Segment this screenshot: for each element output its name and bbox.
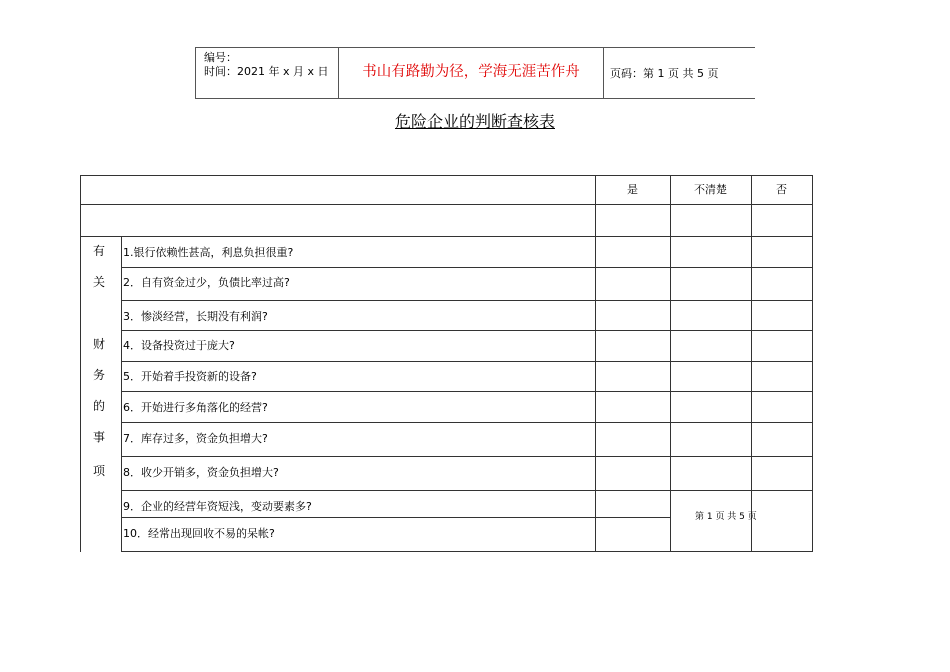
category-char: 务: [92, 368, 105, 382]
header-page-cell: [603, 48, 755, 98]
motto: 书山有路勤为径，学海无涯苦作舟: [362, 64, 580, 80]
table-row-line: [121, 300, 813, 301]
table-row-line: [80, 236, 813, 237]
checklist-item: 7．库存过多，资金负担增大?: [123, 432, 268, 445]
category-char: 项: [92, 464, 105, 478]
header-meta-cell: [195, 48, 339, 98]
table-col-divider: [751, 175, 752, 552]
document-date: 时间：2021 年 x 月 x 日: [204, 65, 329, 78]
checklist-item: 2．自有资金过少，负债比率过高?: [123, 276, 290, 289]
table-row-line: [121, 391, 813, 392]
checklist-item: 9．企业的经营年资短浅，变动要素多?: [123, 500, 312, 513]
table-row-line: [121, 517, 671, 518]
checklist-item: 1.银行依赖性甚高，利息负担很重?: [123, 246, 294, 259]
checklist-table: [80, 175, 813, 552]
category-char: 财: [92, 337, 105, 351]
checklist-item: 10．经常出现回收不易的呆帐?: [123, 527, 275, 540]
document-number-label: 编号：: [204, 51, 237, 64]
table-row-line: [121, 490, 813, 491]
table-category-divider: [121, 236, 122, 552]
category-char: 有: [92, 244, 105, 258]
table-row-line: [121, 267, 813, 268]
table-border-right: [812, 175, 813, 552]
table-row-line: [121, 422, 813, 423]
page-code: 页码：第 1 页 共 5 页: [610, 67, 719, 80]
checklist-item: 5．开始着手投资新的设备?: [123, 370, 257, 383]
column-header-yes: 是: [627, 183, 638, 196]
checklist-item: 3．惨淡经营，长期没有利润?: [123, 310, 268, 323]
checklist-item: 4．设备投资过于庞大?: [123, 339, 235, 352]
table-row-line: [121, 456, 813, 457]
page-footer: 第 1 页 共 5 页: [695, 512, 757, 522]
table-border-left: [80, 175, 81, 552]
category-char: 事: [92, 430, 105, 444]
table-row-line: [121, 330, 813, 331]
table-border-bottom: [121, 551, 813, 552]
checklist-item: 8．收少开销多，资金负担增大?: [123, 466, 279, 479]
table-header-line: [80, 204, 813, 205]
page-title: 危险企业的判断查核表: [394, 112, 555, 131]
category-char: 的: [92, 399, 105, 413]
document-header: [195, 47, 755, 99]
column-header-unclear: 不清楚: [694, 183, 727, 196]
header-motto-cell: [338, 48, 604, 98]
table-col-divider: [595, 175, 596, 552]
table-row-line: [121, 361, 813, 362]
checklist-item: 6．开始进行多角落化的经营?: [123, 401, 268, 414]
column-header-no: 否: [776, 183, 787, 196]
table-col-divider: [670, 175, 671, 552]
category-char: 关: [92, 275, 105, 289]
